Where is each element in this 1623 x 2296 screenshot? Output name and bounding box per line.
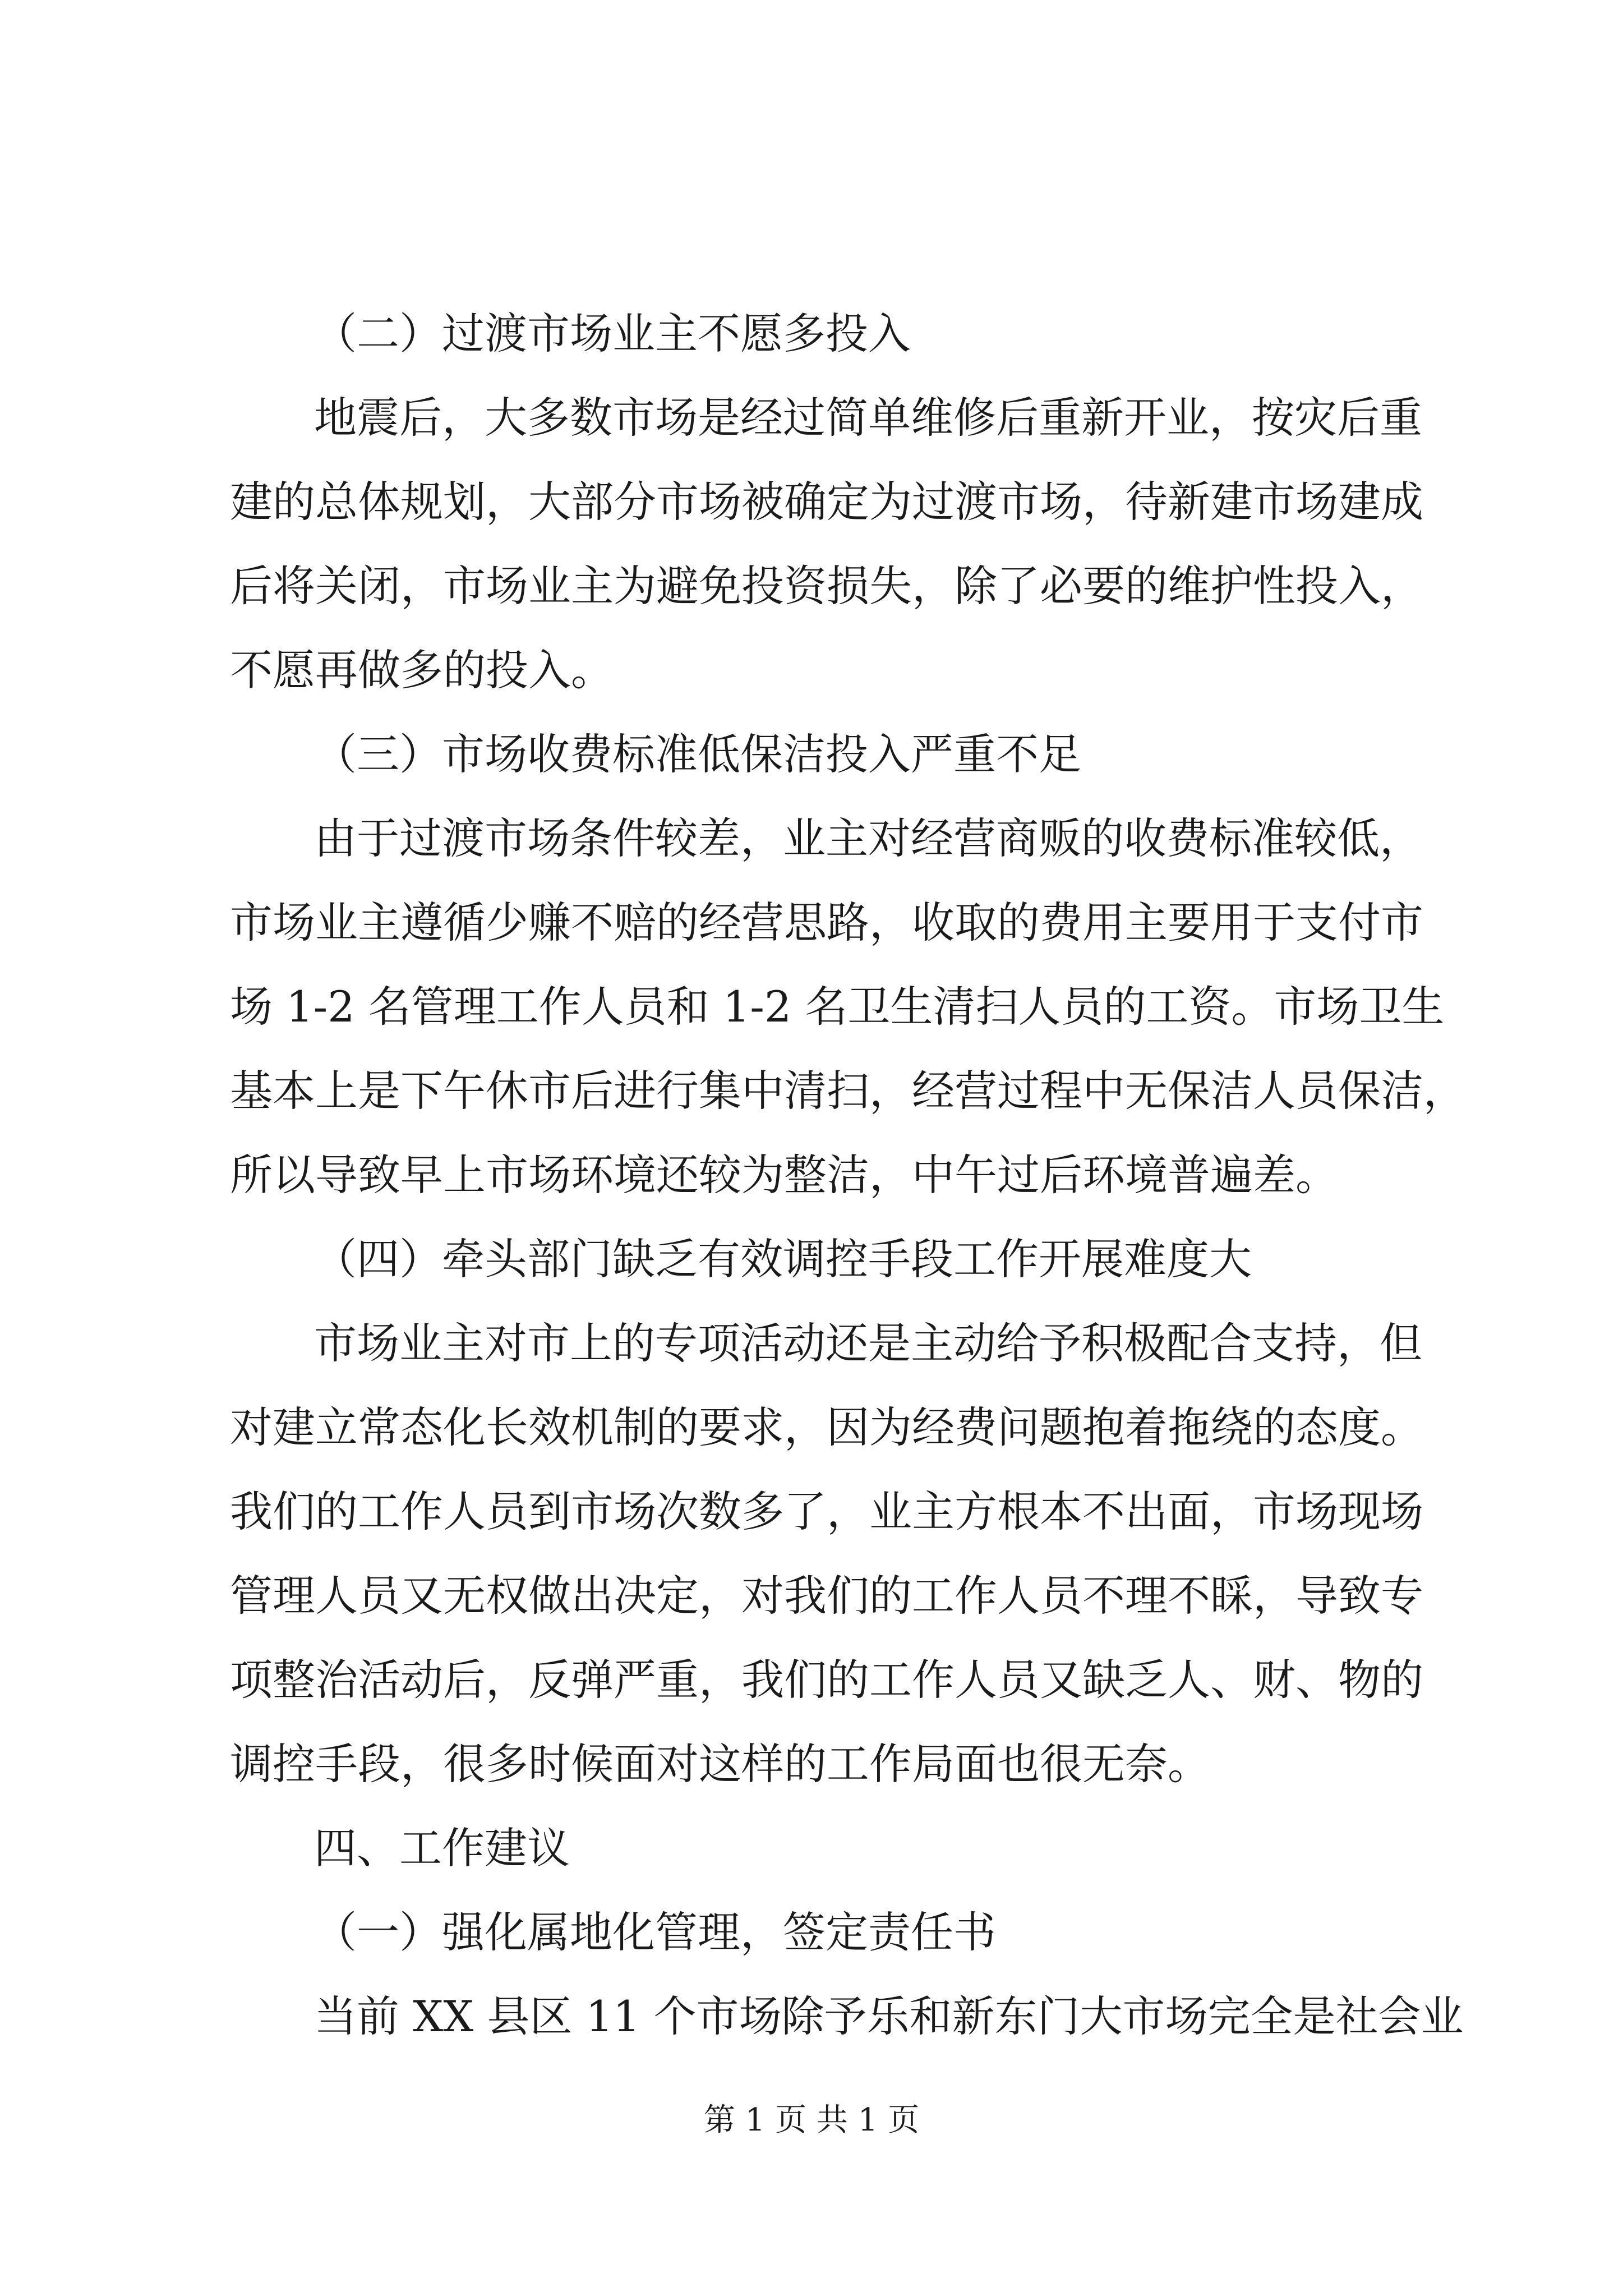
paragraph-line: 所以导致早上市场环境还较为整洁，中午过后环境普遍差。 <box>230 1150 1338 1200</box>
paragraph-line: 项整治活动后，反弹严重，我们的工作人员又缺乏人、财、物的 <box>230 1655 1423 1705</box>
paragraph-line: 市场业主遵循少赚不赔的经营思路，收取的费用主要用于支付市 <box>230 898 1423 947</box>
subheading-2: （二）过渡市场业主不愿多投入 <box>314 309 911 358</box>
paragraph-line: 调控手段，很多时候面对这样的工作局面也很无奈。 <box>230 1739 1210 1789</box>
paragraph-line: 由于过渡市场条件较差，业主对经营商贩的收费标准较低， <box>314 813 1422 863</box>
paragraph-line: 后将关闭，市场业主为避免投资损失，除了必要的维护性投入， <box>230 561 1423 611</box>
paragraph-line: 地震后，大多数市场是经过简单维修后重新开业，按灾后重 <box>314 393 1422 443</box>
subheading-1: （一）强化属地化管理，签定责任书 <box>314 1907 996 1957</box>
paragraph-line: 市场业主对市上的专项活动还是主动给予积极配合支持，但 <box>314 1318 1422 1368</box>
paragraph-line: 场 1-2 名管理工作人员和 1-2 名卫生清扫人员的工资。市场卫生 <box>230 982 1445 1032</box>
paragraph-line: 不愿再做多的投入。 <box>230 645 614 695</box>
paragraph-line: 我们的工作人员到市场次数多了，业主方根本不出面，市场现场 <box>230 1487 1423 1536</box>
paragraph-line: 对建立常态化长效机制的要求，因为经费问题抱着拖绕的态度。 <box>230 1402 1423 1452</box>
subheading-3: （三）市场收费标准低保洁投入严重不足 <box>314 729 1081 779</box>
paragraph-line: 建的总体规划，大部分市场被确定为过渡市场，待新建市场建成 <box>230 477 1423 527</box>
paragraph-line: 当前 XX 县区 11 个市场除予乐和新东门大市场完全是社会业 <box>314 1991 1464 2041</box>
page-footer: 第 1 页 共 1 页 <box>703 2102 920 2138</box>
subheading-4: （四）牵头部门缺乏有效调控手段工作开展难度大 <box>314 1234 1252 1284</box>
paragraph-line: 管理人员又无权做出决定，对我们的工作人员不理不睬，导致专 <box>230 1571 1423 1621</box>
section-heading-4: 四、工作建议 <box>314 1823 570 1873</box>
paragraph-line: 基本上是下午休市后进行集中清扫，经营过程中无保洁人员保洁， <box>230 1066 1466 1116</box>
